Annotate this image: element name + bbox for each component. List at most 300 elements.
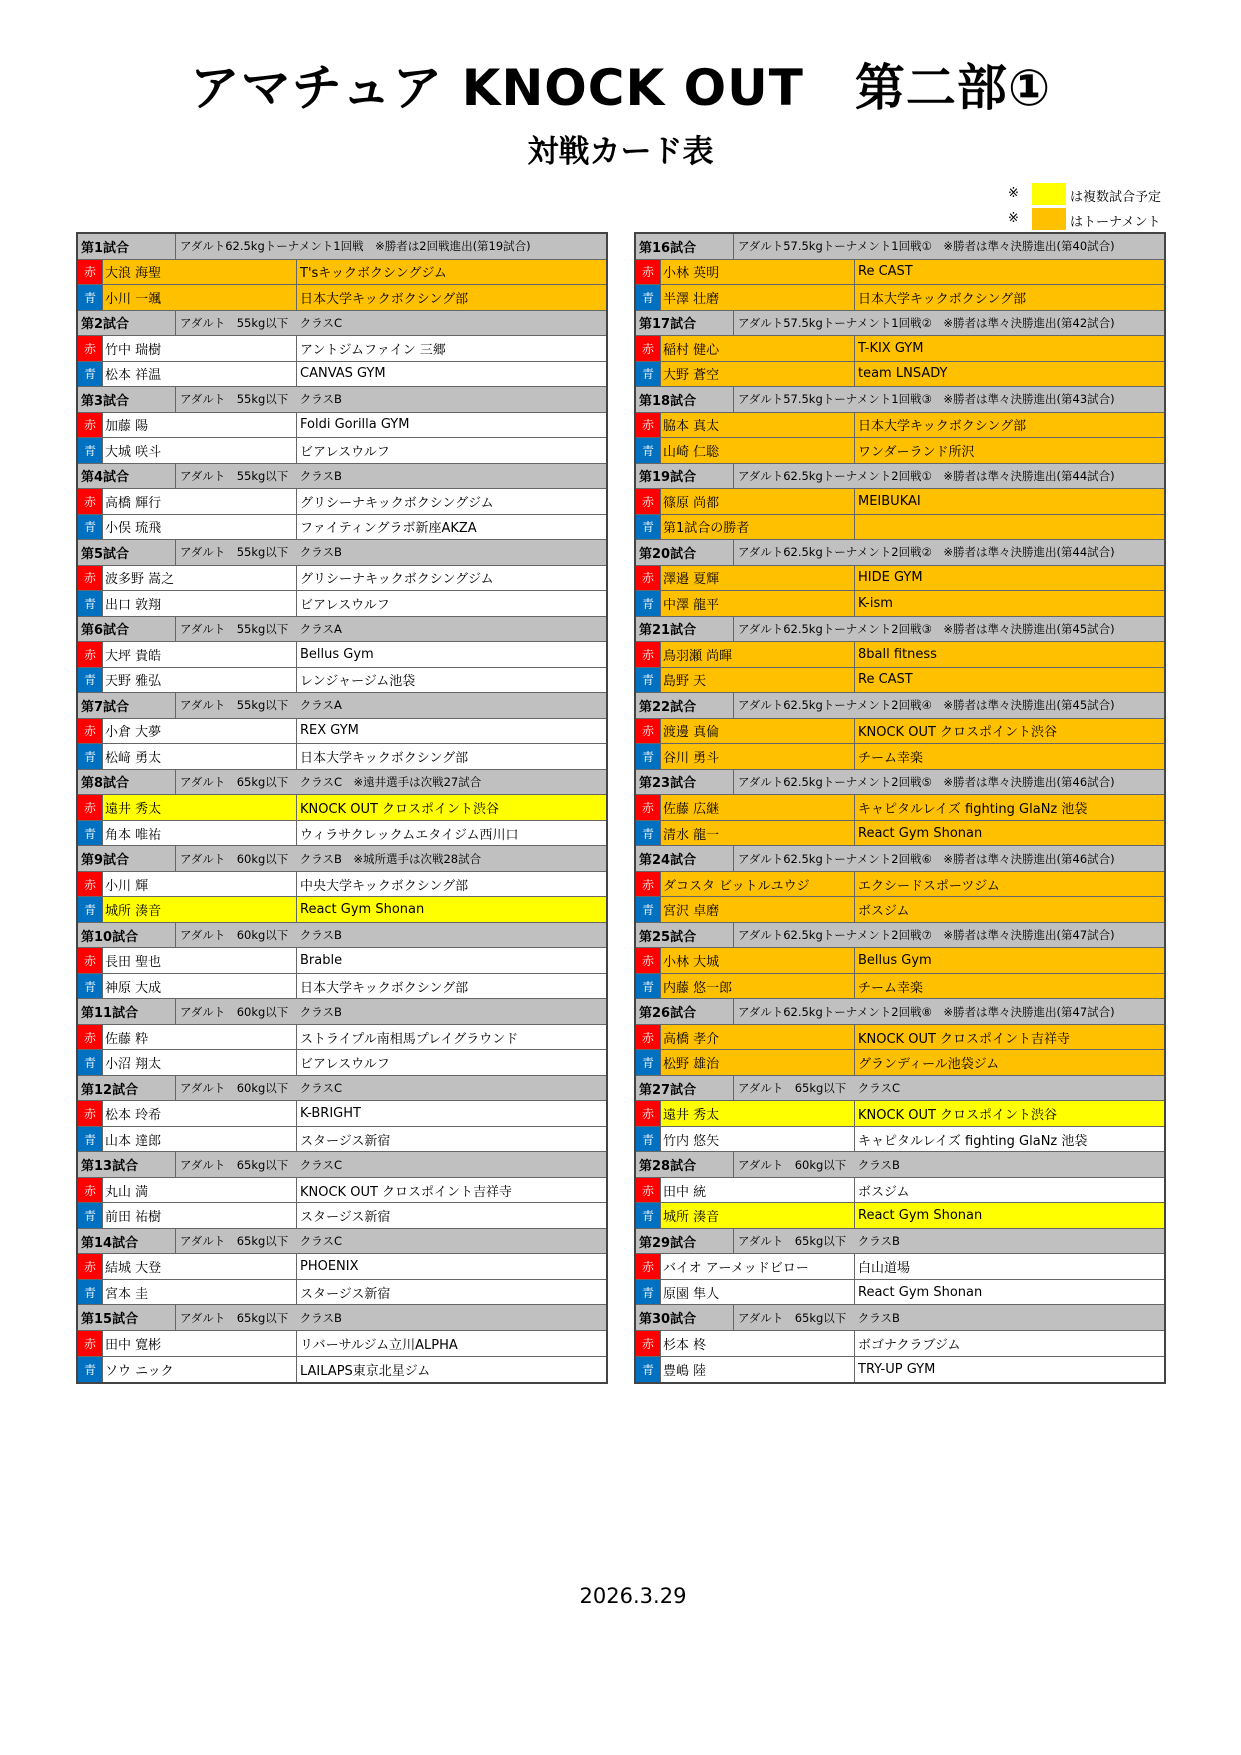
match-block xyxy=(78,464,606,541)
fighter-name: 高橋 輝行 xyxy=(103,489,297,514)
match-header xyxy=(78,770,606,796)
red-corner-row xyxy=(78,1025,606,1051)
match-number: 第12試合 xyxy=(78,1076,176,1101)
match-description: アダルト 65kg以下 クラスC ※遠井選手は次戦27試合 xyxy=(180,774,482,789)
blue-corner-row xyxy=(636,438,1164,464)
match-header xyxy=(78,1229,606,1255)
fighter-name: 神原 大成 xyxy=(103,974,297,999)
blue-corner-row xyxy=(78,1127,606,1153)
blue-corner-row xyxy=(636,1050,1164,1076)
match-block xyxy=(78,846,606,923)
blue-corner-row xyxy=(636,515,1164,541)
match-header xyxy=(636,1076,1164,1102)
blue-corner-badge: 青 xyxy=(636,974,661,999)
blue-corner-badge: 青 xyxy=(636,1127,661,1152)
gym-name: T-KIX GYM xyxy=(855,336,1164,361)
event-date: 2026.3.29 xyxy=(579,1584,687,1608)
gym-name: スタージス新宿 xyxy=(300,1133,391,1149)
blue-corner-badge: 青 xyxy=(78,744,103,769)
red-corner-badge: 赤 xyxy=(636,1254,661,1279)
red-corner-badge: 赤 xyxy=(636,1178,661,1203)
red-corner-row xyxy=(78,489,606,515)
red-corner-badge: 赤 xyxy=(636,872,661,897)
red-corner-badge: 赤 xyxy=(78,566,103,591)
match-number: 第28試合 xyxy=(636,1152,734,1177)
blue-corner-row xyxy=(636,897,1164,923)
blue-corner-badge: 青 xyxy=(78,1357,103,1382)
match-description: アダルト62.5kgトーナメント2回戦② ※勝者は準々決勝進出(第44試合) xyxy=(738,545,1115,560)
red-corner-badge: 赤 xyxy=(636,1025,661,1050)
match-number: 第26試合 xyxy=(636,999,734,1024)
red-corner-row xyxy=(636,413,1164,439)
match-description: アダルト62.5kgトーナメント2回戦① ※勝者は準々決勝進出(第44試合) xyxy=(738,468,1115,483)
fighter-name: 大城 咲斗 xyxy=(103,438,297,463)
fighter-name: 佐藤 粋 xyxy=(103,1025,297,1050)
red-corner-badge: 赤 xyxy=(636,1331,661,1356)
fighter-name: 内藤 悠一郎 xyxy=(661,974,855,999)
gym-name: 日本大学キックボクシング部 xyxy=(855,285,1164,310)
gym-name: ボスジム xyxy=(855,897,1164,922)
gym-name: Bellus Gym xyxy=(855,948,1164,973)
blue-corner-badge: 青 xyxy=(78,1050,103,1075)
fighter-name: 澤邉 夏輝 xyxy=(661,566,855,591)
fighter-name: 前田 祐樹 xyxy=(103,1203,297,1228)
fighter-name: 遠井 秀太 xyxy=(103,795,297,820)
blue-corner-badge: 青 xyxy=(636,438,661,463)
gym-name: PHOENIX xyxy=(300,1259,359,1275)
match-description: アダルト 65kg以下 クラスB xyxy=(180,1310,342,1325)
match-description: アダルト 65kg以下 クラスC xyxy=(180,1234,342,1249)
match-header xyxy=(78,1152,606,1178)
match-header xyxy=(636,464,1164,490)
red-corner-row xyxy=(636,1101,1164,1127)
red-corner-badge: 赤 xyxy=(78,795,103,820)
fighter-name: ソウ ニック xyxy=(103,1357,297,1382)
match-description: アダルト57.5kgトーナメント1回戦③ ※勝者は準々決勝進出(第43試合) xyxy=(738,392,1115,407)
fighter-name: 豊嶋 陸 xyxy=(661,1357,855,1382)
left-match-table xyxy=(76,232,608,1384)
red-corner-row xyxy=(636,948,1164,974)
match-block xyxy=(636,770,1164,847)
gym-name: KNOCK OUT クロスポイント渋谷 xyxy=(855,719,1164,744)
fighter-name: 城所 湊音 xyxy=(661,1203,855,1228)
match-block xyxy=(636,1152,1164,1229)
red-corner-badge: 赤 xyxy=(78,1331,103,1356)
right-match-table xyxy=(634,232,1166,1384)
fighter-name: 清水 龍一 xyxy=(661,821,855,846)
gym-name: LAILAPS東京北星ジム xyxy=(300,1364,431,1380)
match-header xyxy=(78,311,606,337)
blue-corner-badge: 青 xyxy=(636,821,661,846)
gym-name: Re CAST xyxy=(855,260,1164,285)
match-header xyxy=(78,540,606,566)
red-corner-badge: 赤 xyxy=(78,336,103,361)
fighter-name: 稲村 健心 xyxy=(661,336,855,361)
gym-name: グリシーナキックボクシングジム xyxy=(300,572,494,588)
fighter-name: 小林 英明 xyxy=(661,260,855,285)
gym-name: キャピタルレイズ fighting GlaNz 池袋 xyxy=(858,1133,1088,1149)
blue-corner-row xyxy=(636,668,1164,694)
gym-name: Bellus Gym xyxy=(300,646,374,662)
blue-corner-row xyxy=(78,362,606,388)
blue-corner-badge: 青 xyxy=(78,1280,103,1305)
match-header xyxy=(636,693,1164,719)
blue-corner-badge: 青 xyxy=(78,1203,103,1228)
blue-corner-row xyxy=(78,1203,606,1229)
blue-corner-badge: 青 xyxy=(636,515,661,540)
blue-corner-row xyxy=(636,1280,1164,1306)
fighter-name: 佐藤 広継 xyxy=(661,795,855,820)
gym-name: 日本大学キックボクシング部 xyxy=(297,285,606,310)
gym-name: TRY-UP GYM xyxy=(858,1362,936,1378)
red-corner-row xyxy=(78,872,606,898)
fighter-name: 杉本 柊 xyxy=(661,1331,855,1356)
fighter-name: 遠井 秀太 xyxy=(661,1101,855,1126)
red-corner-row xyxy=(78,260,606,286)
gym-name: キャピタルレイズ fighting GlaNz 池袋 xyxy=(855,795,1164,820)
gym-name: React Gym Shonan xyxy=(858,1284,983,1300)
legend-label: は複数試合予定 xyxy=(1070,190,1162,205)
fighter-name: 中澤 龍平 xyxy=(661,591,855,616)
gym-name: KNOCK OUT クロスポイント渋谷 xyxy=(297,795,606,820)
fighter-name: 天野 雅弘 xyxy=(103,668,297,693)
blue-corner-row xyxy=(636,744,1164,770)
match-number: 第27試合 xyxy=(636,1076,734,1101)
match-description: アダルト62.5kgトーナメント1回戦 ※勝者は2回戦進出(第19試合) xyxy=(180,239,531,254)
match-block xyxy=(78,923,606,1000)
match-description: アダルト 60kg以下 クラスC xyxy=(180,1081,342,1096)
blue-corner-row xyxy=(78,821,606,847)
fighter-name: 角本 唯祐 xyxy=(103,821,297,846)
match-description: アダルト 55kg以下 クラスB xyxy=(180,392,342,407)
blue-corner-row xyxy=(78,744,606,770)
match-number: 第25試合 xyxy=(636,923,734,948)
match-number: 第23試合 xyxy=(636,770,734,795)
match-header xyxy=(636,770,1164,796)
match-header xyxy=(78,617,606,643)
fighter-name: 篠原 尚都 xyxy=(661,489,855,514)
match-block xyxy=(636,540,1164,617)
match-number: 第29試合 xyxy=(636,1229,734,1254)
fighter-name: 原園 隼人 xyxy=(661,1280,855,1305)
gym-name: K-ism xyxy=(855,591,1164,616)
match-header xyxy=(636,617,1164,643)
fighter-name: 小川 一颯 xyxy=(103,285,297,310)
blue-corner-badge: 青 xyxy=(636,1357,661,1382)
match-header xyxy=(636,540,1164,566)
fighter-name: 松野 雄治 xyxy=(661,1050,855,1075)
blue-corner-row xyxy=(78,1280,606,1306)
red-corner-row xyxy=(78,642,606,668)
blue-corner-row xyxy=(636,1203,1164,1229)
fighter-name: 脇本 真太 xyxy=(661,413,855,438)
fighter-name: 山崎 仁聡 xyxy=(661,438,855,463)
match-description: アダルト 60kg以下 クラスB xyxy=(180,928,342,943)
red-corner-badge: 赤 xyxy=(78,413,103,438)
fighter-name: 竹中 瑞樹 xyxy=(103,336,297,361)
blue-corner-row xyxy=(636,1357,1164,1382)
gym-name: ウィラサクレックムエタイジム西川口 xyxy=(300,827,519,843)
match-description: アダルト 60kg以下 クラスB xyxy=(180,1004,342,1019)
legend-swatch-yellow xyxy=(1032,183,1066,205)
gym-name: チーム幸楽 xyxy=(855,744,1164,769)
red-corner-badge: 赤 xyxy=(78,1101,103,1126)
match-block xyxy=(78,311,606,388)
red-corner-badge: 赤 xyxy=(636,795,661,820)
red-corner-row xyxy=(78,566,606,592)
blue-corner-badge: 青 xyxy=(78,1127,103,1152)
red-corner-row xyxy=(78,336,606,362)
fighter-name: 谷川 勇斗 xyxy=(661,744,855,769)
blue-corner-row xyxy=(78,1050,606,1076)
page-subtitle: 対戦カード表 xyxy=(527,134,714,170)
fighter-name: 小倉 大夢 xyxy=(103,719,297,744)
gym-name: ファイティングラボ新座AKZA xyxy=(300,521,477,537)
match-header xyxy=(636,1229,1164,1255)
fighter-name: 長田 聖也 xyxy=(103,948,297,973)
match-header xyxy=(636,923,1164,949)
fighter-name: 島野 天 xyxy=(661,668,855,693)
blue-corner-row xyxy=(636,974,1164,1000)
gym-name: Re CAST xyxy=(855,668,1164,693)
blue-corner-row xyxy=(636,1127,1164,1153)
gym-name: KNOCK OUT クロスポイント吉祥寺 xyxy=(300,1184,513,1200)
match-description: アダルト 60kg以下 クラスB ※城所選手は次戦28試合 xyxy=(180,851,482,866)
blue-corner-badge: 青 xyxy=(636,1280,661,1305)
blue-corner-badge: 青 xyxy=(636,668,661,693)
red-corner-row xyxy=(636,1331,1164,1357)
match-description: アダルト57.5kgトーナメント1回戦① ※勝者は準々決勝進出(第40試合) xyxy=(738,239,1115,254)
blue-corner-badge: 青 xyxy=(78,897,103,922)
blue-corner-row xyxy=(78,974,606,1000)
match-block xyxy=(78,770,606,847)
red-corner-row xyxy=(636,260,1164,286)
gym-name: レンジャージム池袋 xyxy=(300,674,416,690)
match-number: 第22試合 xyxy=(636,693,734,718)
gym-name: Foldi Gorilla GYM xyxy=(300,417,410,433)
fighter-name: 高橋 孝介 xyxy=(661,1025,855,1050)
gym-name: スタージス新宿 xyxy=(300,1286,391,1302)
gym-name: React Gym Shonan xyxy=(855,821,1164,846)
blue-corner-badge: 青 xyxy=(78,515,103,540)
match-number: 第4試合 xyxy=(78,464,176,489)
gym-name: T'sキックボクシングジム xyxy=(297,260,606,285)
match-number: 第24試合 xyxy=(636,846,734,871)
match-header xyxy=(78,234,606,260)
fighter-name: 宮本 圭 xyxy=(103,1280,297,1305)
legend-swatch-orange xyxy=(1032,208,1066,230)
match-number: 第14試合 xyxy=(78,1229,176,1254)
red-corner-row xyxy=(78,719,606,745)
blue-corner-row xyxy=(78,515,606,541)
red-corner-row xyxy=(78,1254,606,1280)
legend-mark: ※ xyxy=(1008,186,1019,201)
fighter-name: 丸山 満 xyxy=(103,1178,297,1203)
gym-name: ビアレスウルフ xyxy=(300,597,390,613)
fighter-name: 小林 大城 xyxy=(661,948,855,973)
blue-corner-row xyxy=(636,821,1164,847)
red-corner-badge: 赤 xyxy=(636,1101,661,1126)
match-description: アダルト 65kg以下 クラスC xyxy=(738,1081,900,1096)
match-description: アダルト 55kg以下 クラスC xyxy=(180,315,342,330)
fighter-name: 鳥羽瀬 尚暉 xyxy=(661,642,855,667)
match-description: アダルト62.5kgトーナメント2回戦④ ※勝者は準々決勝進出(第45試合) xyxy=(738,698,1115,713)
red-corner-badge: 赤 xyxy=(78,642,103,667)
blue-corner-row xyxy=(78,285,606,311)
red-corner-badge: 赤 xyxy=(636,719,661,744)
match-block xyxy=(78,693,606,770)
match-header xyxy=(636,311,1164,337)
match-header xyxy=(78,1076,606,1102)
gym-name: スタージス新宿 xyxy=(300,1210,391,1226)
match-description: アダルト 55kg以下 クラスA xyxy=(180,621,342,636)
match-header xyxy=(636,999,1164,1025)
gym-name: ボスジム xyxy=(858,1184,910,1200)
match-number: 第13試合 xyxy=(78,1152,176,1177)
red-corner-row xyxy=(78,1101,606,1127)
gym-name: 日本大学キックボクシング部 xyxy=(300,980,469,996)
gym-name: グリシーナキックボクシングジム xyxy=(300,495,494,511)
fighter-name: 渡邊 真倫 xyxy=(661,719,855,744)
gym-name: HIDE GYM xyxy=(855,566,1164,591)
match-number: 第1試合 xyxy=(78,234,176,259)
red-corner-row xyxy=(636,1025,1164,1051)
fighter-name: 小俣 琉飛 xyxy=(103,515,297,540)
fighter-name: 半澤 壮磨 xyxy=(661,285,855,310)
match-block xyxy=(78,617,606,694)
match-number: 第20試合 xyxy=(636,540,734,565)
blue-corner-badge: 青 xyxy=(78,438,103,463)
match-number: 第6試合 xyxy=(78,617,176,642)
legend-label: はトーナメント xyxy=(1070,215,1161,230)
gym-name: 8ball fitness xyxy=(855,642,1164,667)
red-corner-row xyxy=(636,719,1164,745)
red-corner-row xyxy=(636,1254,1164,1280)
fighter-name: 田中 寛彬 xyxy=(103,1331,297,1356)
match-description: アダルト57.5kgトーナメント1回戦② ※勝者は準々決勝進出(第42試合) xyxy=(738,315,1115,330)
gym-name: ボゴナクラブジム xyxy=(858,1338,961,1354)
match-header xyxy=(78,999,606,1025)
red-corner-badge: 赤 xyxy=(78,872,103,897)
match-number: 第19試合 xyxy=(636,464,734,489)
match-block xyxy=(78,1305,606,1382)
blue-corner-badge: 青 xyxy=(78,974,103,999)
fighter-name: 加藤 陽 xyxy=(103,413,297,438)
match-description: アダルト62.5kgトーナメント2回戦⑦ ※勝者は準々決勝進出(第47試合) xyxy=(738,928,1115,943)
match-description: アダルト 65kg以下 クラスB xyxy=(738,1310,900,1325)
fighter-name: 出口 敦翔 xyxy=(103,591,297,616)
gym-name: 日本大学キックボクシング部 xyxy=(855,413,1164,438)
gym-name: アントジムファイン 三郷 xyxy=(300,342,446,358)
match-description: アダルト 55kg以下 クラスA xyxy=(180,698,342,713)
red-corner-row xyxy=(636,642,1164,668)
match-number: 第10試合 xyxy=(78,923,176,948)
gym-name: React Gym Shonan xyxy=(855,1203,1164,1228)
match-number: 第8試合 xyxy=(78,770,176,795)
fighter-name: 竹内 悠矢 xyxy=(661,1127,855,1152)
match-block xyxy=(78,1229,606,1306)
red-corner-badge: 赤 xyxy=(78,260,103,285)
fighter-name: ダコスタ ビットルユウジ xyxy=(661,872,855,897)
match-description: アダルト 65kg以下 クラスB xyxy=(738,1234,900,1249)
legend-mark: ※ xyxy=(1008,211,1019,226)
match-description: アダルト62.5kgトーナメント2回戦⑤ ※勝者は準々決勝進出(第46試合) xyxy=(738,774,1115,789)
red-corner-badge: 赤 xyxy=(78,1178,103,1203)
fighter-name: 小沼 翔太 xyxy=(103,1050,297,1075)
gym-name: Brable xyxy=(300,953,343,969)
red-corner-badge: 赤 xyxy=(636,948,661,973)
match-number: 第30試合 xyxy=(636,1305,734,1330)
red-corner-row xyxy=(78,795,606,821)
match-block xyxy=(636,693,1164,770)
fighter-name: 大浪 海聖 xyxy=(103,260,297,285)
blue-corner-badge: 青 xyxy=(78,821,103,846)
fighter-name: 大野 蒼空 xyxy=(661,362,855,387)
blue-corner-badge: 青 xyxy=(636,362,661,387)
blue-corner-row xyxy=(636,591,1164,617)
fighter-name: 結城 大登 xyxy=(103,1254,297,1279)
red-corner-row xyxy=(78,1331,606,1357)
red-corner-badge: 赤 xyxy=(78,489,103,514)
match-block xyxy=(78,540,606,617)
match-description: アダルト 60kg以下 クラスB xyxy=(738,1157,900,1172)
red-corner-badge: 赤 xyxy=(636,413,661,438)
gym-name: KNOCK OUT クロスポイント渋谷 xyxy=(855,1101,1164,1126)
red-corner-badge: 赤 xyxy=(636,642,661,667)
red-corner-row xyxy=(636,566,1164,592)
red-corner-badge: 赤 xyxy=(636,336,661,361)
fighter-name: 松本 祥温 xyxy=(103,362,297,387)
match-block xyxy=(636,387,1164,464)
match-block xyxy=(78,387,606,464)
match-number: 第7試合 xyxy=(78,693,176,718)
gym-name: ビアレスウルフ xyxy=(300,444,390,460)
fighter-name: 山本 達郎 xyxy=(103,1127,297,1152)
match-header xyxy=(636,846,1164,872)
gym-name: 中央大学キックボクシング部 xyxy=(300,878,469,894)
legend-tournament xyxy=(1008,208,1228,230)
match-number: 第11試合 xyxy=(78,999,176,1024)
blue-corner-badge: 青 xyxy=(636,591,661,616)
gym-name: ワンダーランド所沢 xyxy=(855,438,1164,463)
blue-corner-badge: 青 xyxy=(636,744,661,769)
gym-name: ビアレスウルフ xyxy=(300,1057,390,1073)
blue-corner-badge: 青 xyxy=(78,591,103,616)
blue-corner-row xyxy=(78,591,606,617)
gym-name: React Gym Shonan xyxy=(297,897,606,922)
match-block xyxy=(636,923,1164,1000)
match-block xyxy=(636,311,1164,388)
blue-corner-badge: 青 xyxy=(636,285,661,310)
match-header xyxy=(78,387,606,413)
match-number: 第2試合 xyxy=(78,311,176,336)
match-number: 第15試合 xyxy=(78,1305,176,1330)
match-number: 第3試合 xyxy=(78,387,176,412)
match-number: 第16試合 xyxy=(636,234,734,259)
match-description: アダルト62.5kgトーナメント2回戦⑥ ※勝者は準々決勝進出(第46試合) xyxy=(738,851,1115,866)
fighter-name: 波多野 嵩之 xyxy=(103,566,297,591)
match-block xyxy=(636,1076,1164,1153)
fighter-name: 第1試合の勝者 xyxy=(661,515,855,540)
red-corner-badge: 赤 xyxy=(78,1025,103,1050)
blue-corner-badge: 青 xyxy=(78,285,103,310)
blue-corner-row xyxy=(78,668,606,694)
match-header xyxy=(78,846,606,872)
gym-name: エクシードスポーツジム xyxy=(855,872,1164,897)
red-corner-row xyxy=(78,413,606,439)
red-corner-row xyxy=(78,948,606,974)
red-corner-row xyxy=(636,489,1164,515)
